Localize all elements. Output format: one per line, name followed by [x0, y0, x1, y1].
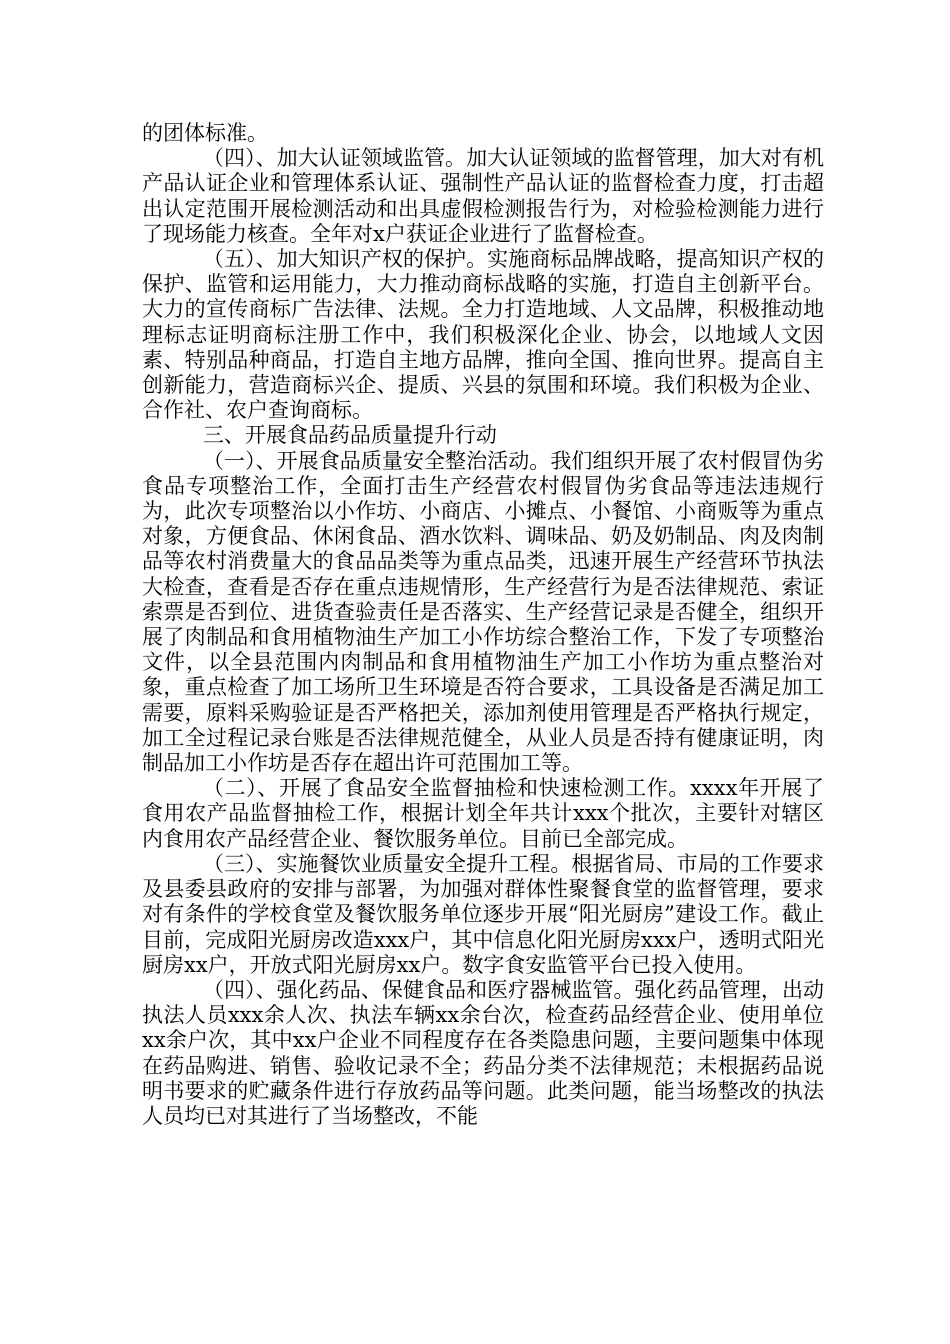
paragraph-food-safety-rectification: （一）、开展食品质量安全整治活动。我们组织开展了农村假冒伪劣食品专项整治工作，全面打击生产经营农村假冒伪劣食品等违法违规行为，此次专项整治以小作坊、小商店、小摊点、小餐馆、小商贩等为重点对象，方便食品、休闲食品、酒水饮料、调味品、奶及奶制品、肉及肉制品等农村消费量大的食品品类等为重点品类，迅速开展生产经营环节执法大检查，查看是否存在重点违规情形，生产经营行为是否法律规范、索证索票是否到位、进货查验责任是否落实、生产经营记录是否健全，组织开展了肉制品和食用植物油生产加工小作坊综合整治工作，下发了专项整治文件，以全县范围内肉制品和食用植物油生产加工小作坊为重点整治对象，重点检查了加工场所卫生环境是否符合要求，工具设备是否满足加工需要，原料采购验证是否严格把关，添加剂使用管理是否严格执行规定，加工全过程记录台账是否法律规范健全，从业人员是否持有健康证明，肉制品加工小作坊是否存在超出许可范围加工等。	[142, 448, 824, 776]
paragraph-drug-supervision: （四）、强化药品、保健食品和医疗器械监管。强化药品管理，出动执法人员xxx余人次、执法车辆xx余台次，检查药品经营企业、使用单位xx余户次，其中xx户企业不同程度存在各类隐患问题，主要问题集中体现在药品购进、销售、验收记录不全；药品分类不法律规范；未根据药品说明书要求的贮藏条件进行存放药品等问题。此类问题，能当场整改的执法人员均已对其进行了当场整改，不能	[142, 977, 824, 1128]
section-heading-food-drug: 三、开展食品药品质量提升行动	[202, 423, 497, 448]
document-body	[142, 121, 824, 1129]
paragraph-continuation: 的团体标准。	[142, 121, 268, 145]
paragraph-intellectual-property: （五）、加大知识产权的保护。实施商标品牌战略，提高知识产权的保护、监管和运用能力，大力推动商标战略的实施，打造自主创新平台。大力的宣传商标广告法律、法规。全力打造地域、人文品牌，积极推动地理标志证明商标注册工作中，我们积极深化企业、协会，以地域人文因素、特别品种商品，打造自主地方品牌，推向全国、推向世界。提高自主创新能力，营造商标兴企、提质、兴县的氛围和环境。我们积极为企业、合作社、农户查询商标。	[142, 247, 824, 423]
paragraph-catering-quality: （三）、实施餐饮业质量安全提升工程。根据省局、市局的工作要求及县委县政府的安排与部署，为加强对群体性聚餐食堂的监督管理，要求对有条件的学校食堂及餐饮服务单位逐步开展“阳光厨房”建设工作。截止目前，完成阳光厨房改造xxx户，其中信息化阳光厨房xxx户，透明式阳光厨房xx户，开放式阳光厨房xx户。数字食安监管平台已投入使用。	[142, 851, 824, 977]
paragraph-sampling-inspection: （二）、开展了食品安全监督抽检和快速检测工作。xxxx年开展了食用农产品监督抽检工作，根据计划全年共计xxx个批次，主要针对辖区内食用农产品经营企业、餐饮服务单位。目前已全部完成。	[142, 776, 824, 851]
paragraph-certification-supervision: （四）、加大认证领域监管。加大认证领域的监督管理，加大对有机产品认证企业和管理体系认证、强制性产品认证的监督检查力度，打击超出认定范围开展检测活动和出具虚假检测报告行为，对检验检测能力进行了现场能力核查。全年对x户获证企业进行了监督检查。	[142, 146, 824, 246]
